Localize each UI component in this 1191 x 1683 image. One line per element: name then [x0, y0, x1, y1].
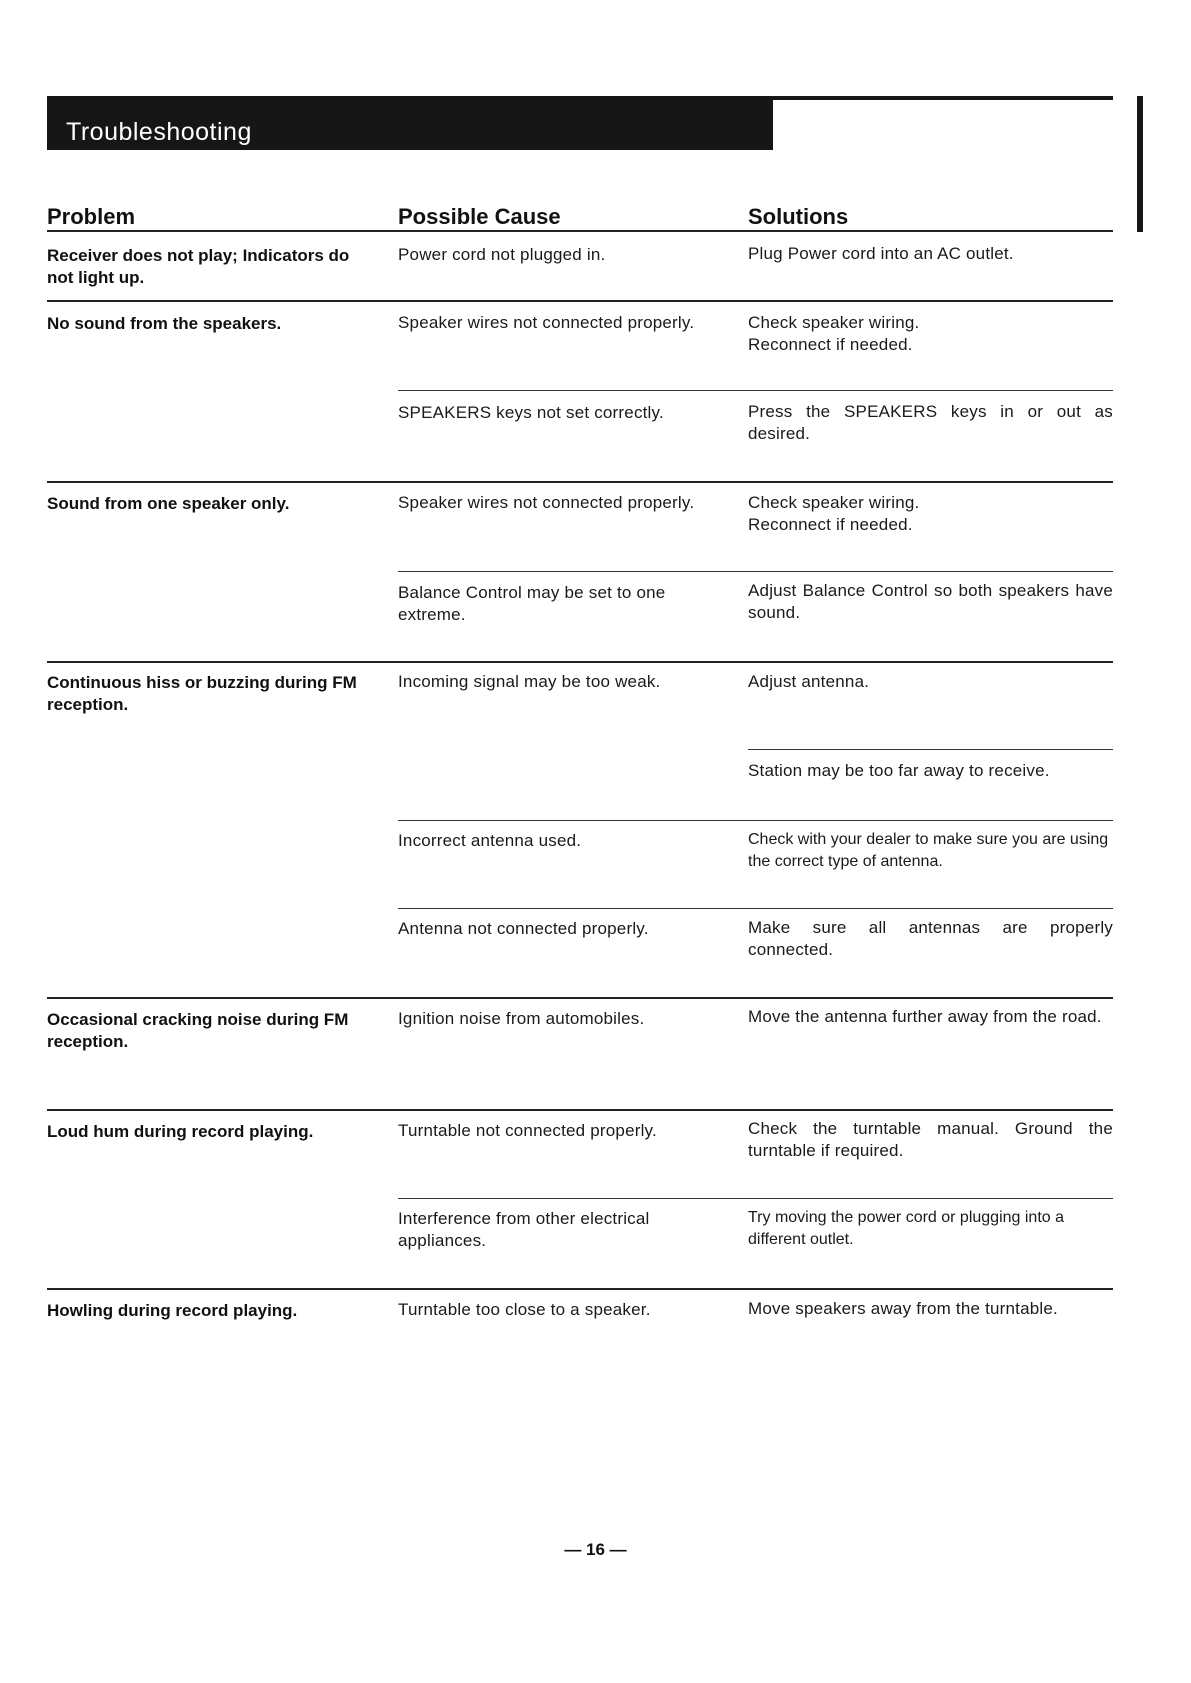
section-rule [47, 661, 1113, 663]
cause-text: Speaker wires not connected properly. [398, 493, 695, 512]
problem-text: Occasional cracking noise during FM reception. [47, 1010, 349, 1051]
sub-rule [748, 749, 1113, 750]
cause-text: Incorrect antenna used. [398, 831, 582, 850]
solution-text: Press the SPEAKERS keys in or out as desired. [748, 402, 1113, 443]
cause-text: Balance Control may be set to one extreme. [398, 583, 666, 624]
solution-text: Move the antenna further away from the road. [748, 1007, 1102, 1026]
solution-text: Station may be too far away to receive. [748, 761, 1050, 780]
solution-text: Check speaker wiring. Reconnect if needed. [748, 313, 920, 354]
header-cause: Possible Cause [398, 204, 561, 229]
edge-marker [1137, 96, 1143, 232]
section-rule [47, 300, 1113, 302]
sub-rule [398, 908, 1113, 909]
problem-text: No sound from the speakers. [47, 314, 282, 333]
sub-rule [398, 571, 1113, 572]
solution-text: Adjust antenna. [748, 672, 870, 691]
cause-text: Incoming signal may be too weak. [398, 672, 661, 691]
cause-text: Interference from other electrical appliances. [398, 1209, 650, 1250]
cause-text: Power cord not plugged in. [398, 245, 606, 264]
cause-text: Turntable not connected properly. [398, 1121, 657, 1140]
section-rule [47, 997, 1113, 999]
problem-text: Sound from one speaker only. [47, 494, 290, 513]
solution-text: Plug Power cord into an AC outlet. [748, 244, 1014, 263]
sub-rule [398, 1198, 1113, 1199]
solution-text: Make sure all antennas are properly connected. [748, 918, 1113, 959]
solution-text: Try moving the power cord or plugging into a different outlet. [748, 1209, 1065, 1248]
section-rule [47, 1109, 1113, 1111]
problem-text: Continuous hiss or buzzing during FM reception. [47, 673, 357, 714]
header-rule [47, 230, 1113, 232]
page-number: — 16 — [564, 1540, 627, 1559]
section-rule [47, 1288, 1113, 1290]
header-problem: Problem [47, 204, 136, 229]
problem-text: Receiver does not play; Indicators do not light up. [47, 246, 350, 287]
section-rule [47, 481, 1113, 483]
solution-text: Check the turntable manual. Ground the turntable if required. [748, 1119, 1113, 1160]
solution-text: Check speaker wiring. Reconnect if needed. [748, 493, 920, 534]
solution-text: Check with your dealer to make sure you are using the correct type of antenna. [748, 831, 1109, 870]
solution-text: Move speakers away from the turntable. [748, 1299, 1058, 1318]
cause-text: Ignition noise from automobiles. [398, 1009, 645, 1028]
sub-rule [398, 390, 1113, 391]
problem-text: Loud hum during record playing. [47, 1122, 314, 1141]
page-title: Troubleshooting [66, 118, 252, 146]
cause-text: Speaker wires not connected properly. [398, 313, 695, 332]
cause-text: Turntable too close to a speaker. [398, 1300, 651, 1319]
cause-text: Antenna not connected properly. [398, 919, 649, 938]
header-solutions: Solutions [748, 204, 849, 229]
cause-text: SPEAKERS keys not set correctly. [398, 403, 664, 422]
problem-text: Howling during record playing. [47, 1301, 298, 1320]
sub-rule [398, 820, 1113, 821]
solution-text: Adjust Balance Control so both speakers have sound. [748, 581, 1113, 622]
